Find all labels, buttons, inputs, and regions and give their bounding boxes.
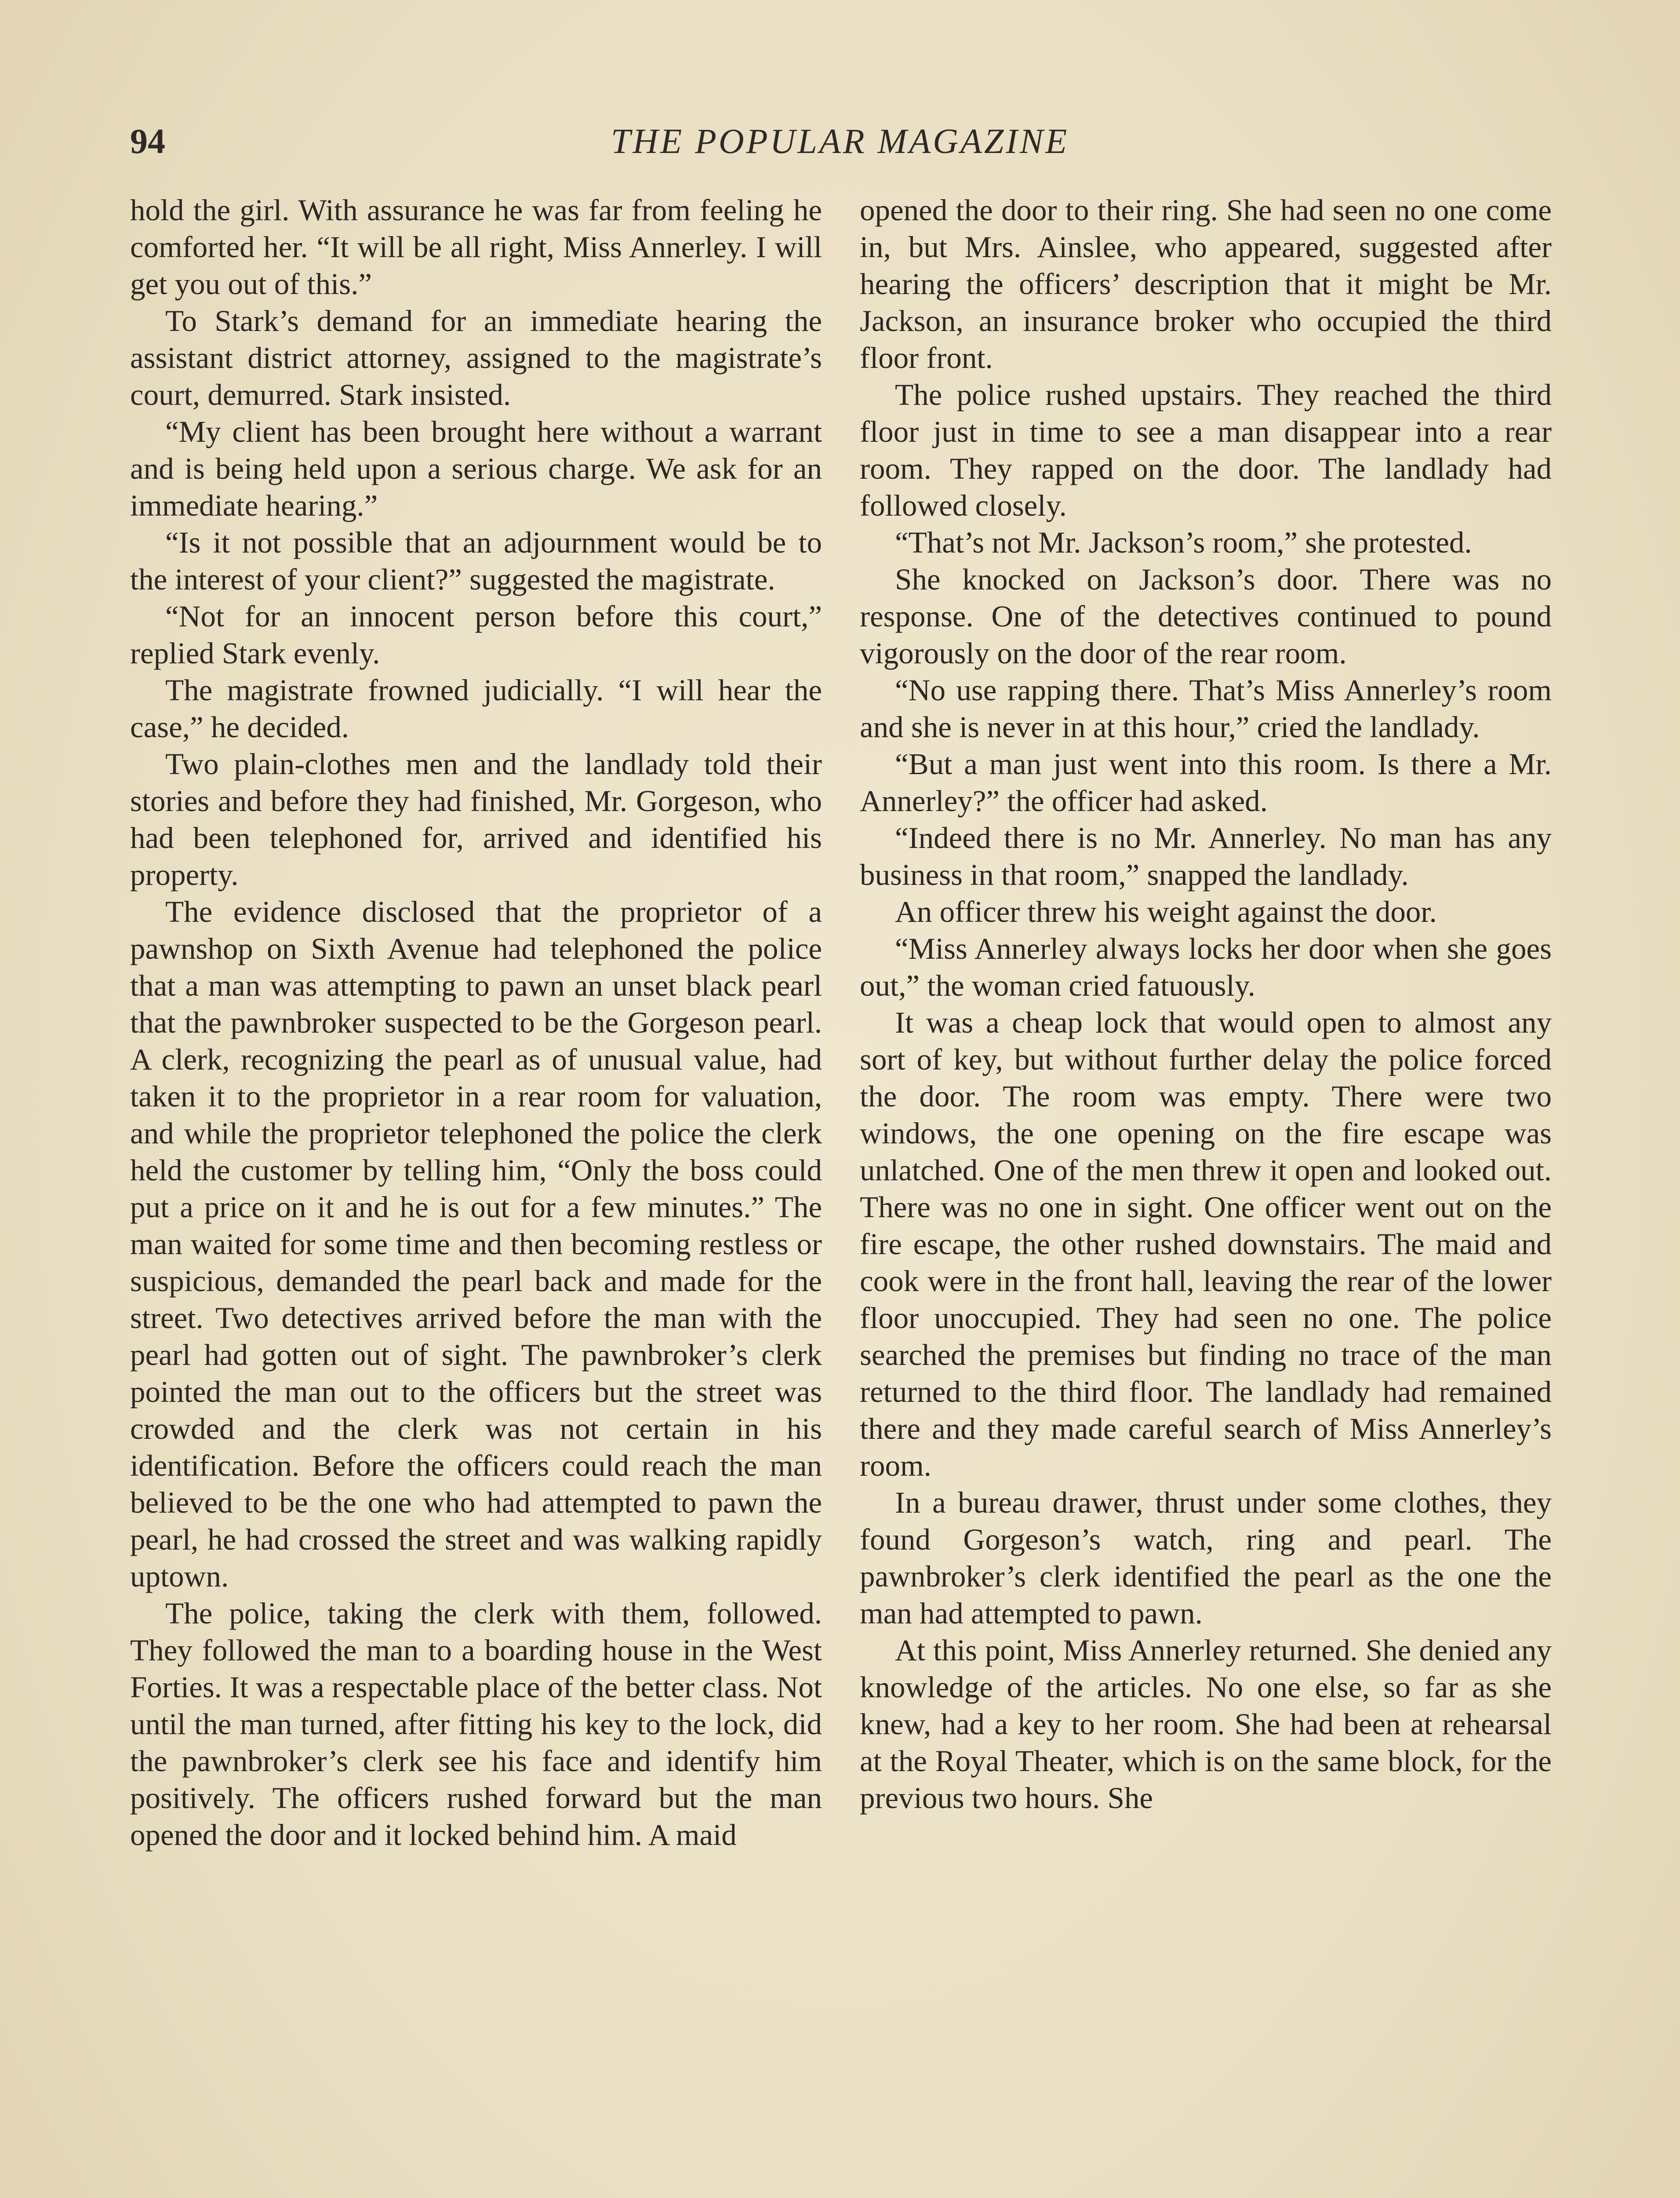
running-title: THE POPULAR MAGAZINE <box>611 122 1069 161</box>
paragraph: “Is it not possible that an adjournment would be to the interest of your client?” suggested the magistrate. <box>130 526 822 596</box>
paragraph: “But a man just went into this room. Is there a Mr. Annerley?” the officer had asked. <box>860 747 1552 818</box>
paragraph: To Stark’s demand for an immediate hearing the assistant district attorney, assigned to the magistrate’s court, demurred. Stark insisted. <box>130 304 822 411</box>
paragraph: “Miss Annerley always locks her door when she goes out,” the woman cried fatuously. <box>860 932 1552 1002</box>
left-column <box>130 192 822 1853</box>
paragraph: The police rushed upstairs. They reached the third floor just in time to see a man disappear into a rear room. They rapped on the door. The landlady had followed closely. <box>860 378 1552 522</box>
right-column <box>860 192 1552 1816</box>
paragraph: The police, taking the clerk with them, followed. They followed the man to a boarding house in the West Forties. It was a respectable place of the better class. Not until the man turned, after fitting his key to the lock, did the pawnbroker’s clerk see his face and identify him positively. The officers rushed forward but the man opened the door and it locked behind him. A maid <box>130 1597 822 1852</box>
paragraph: In a bureau drawer, thrust under some clothes, they found Gorgeson’s watch, ring and pearl. The pawnbroker’s clerk identified the pearl as the one the man had attempted to pawn. <box>860 1486 1552 1630</box>
page-header <box>130 115 1550 168</box>
paragraph: “That’s not Mr. Jackson’s room,” she protested. <box>895 526 1472 559</box>
paragraph: “No use rapping there. That’s Miss Annerley’s room and she is never in at this hour,” cried the landlady. <box>860 673 1552 744</box>
paragraph: An officer threw his weight against the door. <box>895 895 1437 928</box>
paragraph: The magistrate frowned judicially. “I will hear the case,” he decided. <box>130 673 822 744</box>
paragraph: hold the girl. With assurance he was far from feeling he comforted her. “It will be all right, Miss Annerley. I will get you out of this.” <box>130 193 822 301</box>
paragraph: “Not for an innocent person before this court,” replied Stark evenly. <box>130 600 822 670</box>
page-number: 94 <box>130 122 165 161</box>
paragraph: She knocked on Jackson’s door. There was no response. One of the detectives continued to pound vigorously on the door of the rear room. <box>860 563 1552 670</box>
paragraph: It was a cheap lock that would open to almost any sort of key, but without further delay the police forced the door. The room was empty. There were two windows, the one opening on the fire escape was unlatched. One of the men threw it open and looked out. There was no one in sight. One officer went out on the fire escape, the other rushed downstairs. The maid and cook were in the front hall, leaving the rear of the lower floor unoccupied. They had seen no one. The police searched the premises but finding no trace of the man returned to the third floor. The landlady had remained there and they made careful search of Miss Annerley’s room. <box>860 1006 1552 1482</box>
paragraph: “My client has been brought here without a warrant and is being held upon a serious charge. We ask for an immediate hearing.” <box>130 415 822 522</box>
paragraph: The evidence disclosed that the proprietor of a pawnshop on Sixth Avenue had telephoned the police that a man was attempting to pawn an unset black pearl that the pawnbroker suspected to be the Gorgeson pearl. A clerk, recognizing the pearl as of unusual value, had taken it to the proprietor in a rear room for valuation, and while the proprietor telephoned the police the clerk held the customer by telling him, “Only the boss could put a price on it and he is out for a few minutes.” The man waited for some time and then becoming restless or suspicious, demanded the pearl back and made for the street. Two detectives arrived before the man with the pearl had gotten out of sight. The pawnbroker’s clerk pointed the man out to the officers but the street was crowded and the clerk was not certain in his identification. Before the officers could reach the man believed to be the one who had attempted to pawn the pearl, he had crossed the street and was walking rapidly uptown. <box>130 895 822 1593</box>
paragraph: opened the door to their ring. She had seen no one come in, but Mrs. Ainslee, who appeared, suggested after hearing the officers’ description that it might be Mr. Jackson, an insurance broker who occupied the third floor front. <box>860 193 1552 375</box>
paragraph: Two plain-clothes men and the landlady told their stories and before they had finished, Mr. Gorgeson, who had been telephoned for, arrived and identified his property. <box>130 747 822 892</box>
paragraph: “Indeed there is no Mr. Annerley. No man has any business in that room,” snapped the landlady. <box>860 821 1552 892</box>
paragraph: At this point, Miss Annerley returned. She denied any knowledge of the articles. No one else, so far as she knew, had a key to her room. She had been at rehearsal at the Royal Theater, which is on the same block, for the previous two hours. She <box>860 1634 1552 1815</box>
